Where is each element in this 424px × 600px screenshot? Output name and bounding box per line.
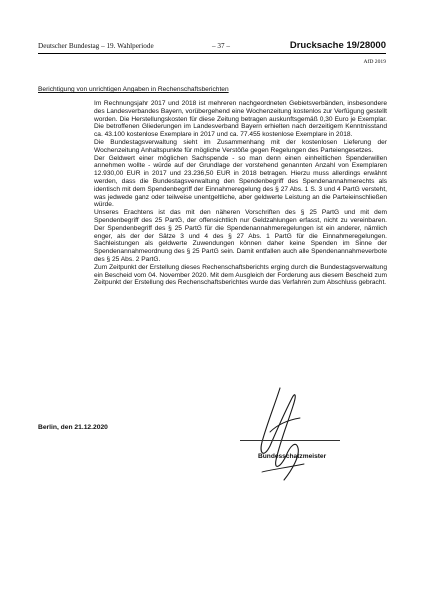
body-text (94, 100, 387, 287)
paragraph: Im Rechnungsjahr 2017 und 2018 ist mehreren nachgeordneten Gebietsverbänden, insbesondere des Landesverbandes Bayern, vorübergehend eine Wochenzeitung kostenlos zur Verfügung gestellt worden. Die Herstellungskosten für diese Zeitung betragen auskunftsgemäß 0,30 Euro je Exemplar. Die betroffenen Gliederungen im Landesverband Bayern erhielten nach derzeitigem Kenntnisstand ca. 43.100 kostenlose Exemplare in 2017 und ca. 77.455 kostenlose Exemplare in 2018. (94, 100, 387, 139)
handwritten-signature (240, 384, 320, 490)
paragraph: Unseres Erachtens ist das mit den näheren Vorschriften des § 25 PartG und mit dem Spendenbegriff des 25 PartG, der offensichtlich nur Geldzahlungen erfasst, nicht zu vereinbaren. Der Spendenbegriff des § 25 PartG für die Spendenannahmeregelungen ist ein anderer, nämlich enger, als der der Sätze 3 und 4 des § 27 Abs. 1 PartG für die Einnahmeregelungen. Sachleistungen als geldwerte Zuwendungen können daher keine Spenden im Sinne der Spendenannahmeordnung des § 25 PartG sein. Damit entfallen auch alle Spendenannahmeverbote des § 25 Abs. 2 PartG. (94, 209, 387, 263)
section-heading: Berichtigung von unrichtigen Angaben in Rechenschaftsberichten (38, 86, 229, 93)
signature-line (240, 440, 340, 441)
header-rule (38, 53, 386, 54)
paragraph: Zum Zeitpunkt der Erstellung dieses Rechenschaftsberichts erging durch die Bundestagsverwaltung ein Bescheid vom 04. November 2020. Mit dem Ausgleich der Forderung aus diesem Bescheid zum Zeitpunkt der Erstellung des Rechenschaftsberichtes wurde das Verfahren zum Abschluss gebracht. (94, 263, 387, 287)
signature-caption: Bundesschatzmeister (258, 453, 327, 460)
date-line: Berlin, den 21.12.2020 (38, 424, 108, 431)
parliament-term-label: Deutscher Bundestag – 19. Wahlperiode (38, 42, 154, 50)
corner-tag: AfD 2019 (363, 59, 386, 65)
paragraph: Der Geldwert einer möglichen Sachspende - so man denn einen einheitlichen Spenderwillen annehmen wollte - würde auf der Grundlage der vorstehend genannten Anzahl von Exemplaren 12.930,00 EUR in 2017 und 23.236,50 EUR in 2018 betragen. Hierzu muss allerdings erwähnt werden, dass die Bundestagsverwaltung den Spendenbegriff des Spendenannahmerechts als identisch mit dem Spendenbegriff der Einnahmeregelung des § 27 Abs. 1 S. 3 und 4 PartG versteht, was jedwede ganz oder teilweise unentgeltliche, aber geldwerte Leistung an die Parteieinschließen würde. (94, 154, 387, 209)
drucksache-number: Drucksache 19/28000 (289, 40, 386, 51)
page-number: – 37 – (212, 42, 230, 50)
paragraph: Die Bundestagsverwaltung sieht im Zusammenhang mit der kostenlosen Lieferung der Wochenzeitung Anhaltspunkte für mögliche Verstöße gegen Regelungen des Parteiengesetzes. (94, 138, 387, 154)
